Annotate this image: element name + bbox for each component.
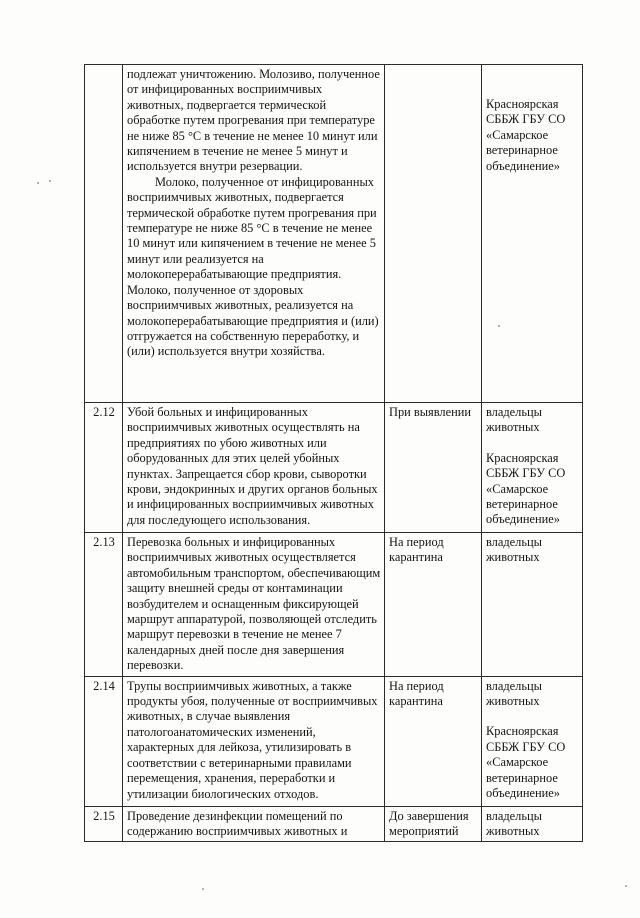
action-paragraph: Молоко, полученное от инфицированных восприимчивых животных, подвергается термической обработке путем прогревания при температуре не ниже 85 °С в течение не менее 10 минут или кипячением в течение не менее 5 минут или реализуется на молокоперерабатывающие предприятия. <box>127 174 377 282</box>
scan-speck <box>37 182 39 184</box>
table-row <box>85 806 583 842</box>
table-row <box>85 65 583 403</box>
responsible-party: Красноярская СББЖ ГБУ СО «Самарское ветеринарное объединение» <box>486 97 566 173</box>
row-number-cell: 2.14 <box>85 676 123 806</box>
term-cell <box>385 65 482 403</box>
scan-speck <box>202 888 204 890</box>
measures-table <box>84 64 583 842</box>
action-paragraph: подлежат уничтожению. Молозиво, полученное от инфицированных восприимчивых животных, подвергается термической обработке путем прогревания при температуре не ниже 85 °С в течение не менее 10 минут или кипячением в течение не менее 5 минут и используется внутри резервации. <box>127 67 380 174</box>
action-paragraph: Проведение дезинфекции помещений по содержанию восприимчивых животных и <box>127 808 348 839</box>
action-cell <box>123 806 385 842</box>
table-row <box>85 676 583 806</box>
responsible-cell <box>482 806 583 842</box>
responsible-cell <box>482 533 583 677</box>
row-number-cell <box>85 65 123 403</box>
row-number-cell: 2.12 <box>85 403 123 533</box>
action-paragraph: Молоко, полученное от здоровых восприимчивых животных, реализуется на молокоперерабатывающие предприятия и (или) отгружается на собственную переработку, и (или) используется внутри хозяйства. <box>127 282 379 359</box>
responsible-cell <box>482 676 583 806</box>
responsible-party: Красноярская СББЖ ГБУ СО «Самарское ветеринарное объединение» <box>486 724 566 801</box>
responsible-party: владельцы животных <box>486 808 542 839</box>
scan-speck <box>625 885 627 887</box>
term-cell: При выявлении <box>385 403 482 533</box>
responsible-party: владельцы животных <box>486 405 542 435</box>
action-paragraph: Трупы восприимчивых животных, а также продукты убоя, полученные от восприимчивых животных, в случае выявления патологоанатомических изменений, характерных для лейкоза, утилизировать в соответствии с ветеринарными правилами перемещения, хранения, переработки и утилизации биологических отходов. <box>127 678 378 801</box>
action-cell <box>123 676 385 806</box>
action-paragraph: Убой больных и инфицированных восприимчивых животных осуществлять на предприятиях по убою животных или оборудованных для этих целей убойных пунктах. Запрещается сбор крови, сыворотки крови, эндокринных и других органов больных и инфицированных восприимчивых животных для последующего использования. <box>127 405 378 527</box>
action-cell <box>123 403 385 533</box>
row-number-cell: 2.15 <box>85 806 123 842</box>
action-cell <box>123 65 385 403</box>
responsible-cell <box>482 403 583 533</box>
responsible-cell <box>482 65 583 403</box>
responsible-party: Красноярская СББЖ ГБУ СО «Самарское ветеринарное объединение» <box>486 450 566 527</box>
action-cell <box>123 533 385 677</box>
scan-speck <box>49 180 51 182</box>
term-cell: На период карантина <box>385 676 482 806</box>
row-number-cell: 2.13 <box>85 533 123 677</box>
term-cell: До завершения мероприятий <box>385 806 482 842</box>
table-row <box>85 533 583 677</box>
scan-speck <box>498 325 500 327</box>
responsible-party: владельцы животных <box>486 535 542 565</box>
term-cell: На период карантина <box>385 533 482 677</box>
action-paragraph: Перевозка больных и инфицированных восприимчивых животных осуществляется автомобильным транспортом, обеспечивающим защиту внешней среды от контаминации возбудителем и оснащенным фиксирующей маршрут аппаратурой, позволяющей отследить маршрут перевозки в течение не менее 7 календарных дней после дня завершения перевозки. <box>127 535 381 673</box>
table-row <box>85 403 583 533</box>
responsible-party: владельцы животных <box>486 678 542 709</box>
